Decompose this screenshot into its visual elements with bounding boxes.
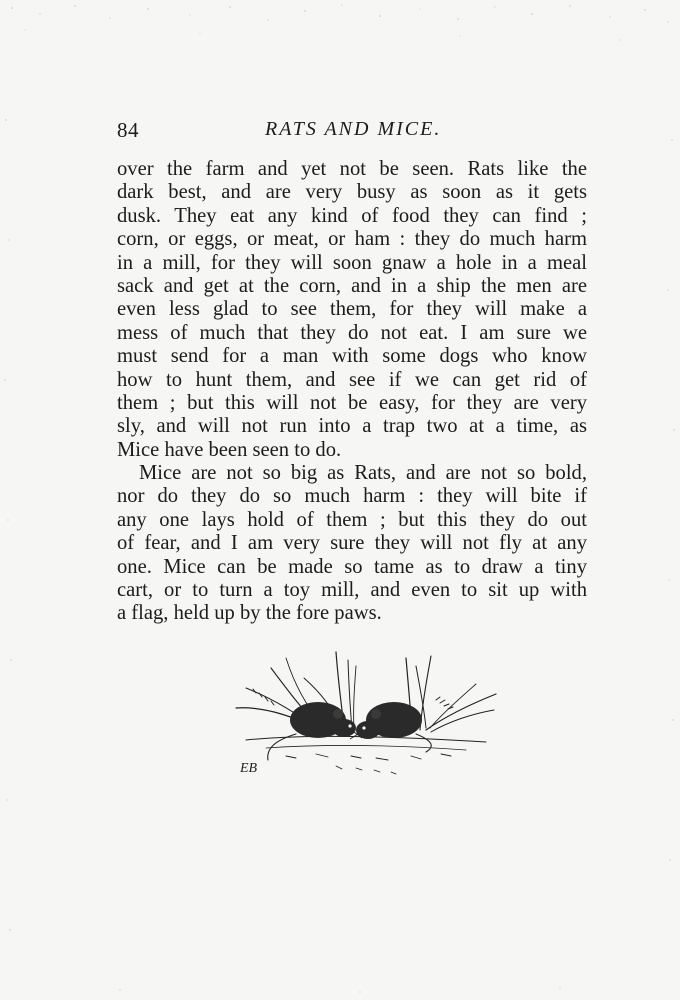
text-line: must send for a man with some dogs who know xyxy=(117,345,587,368)
text-line: any one lays hold of them ; but this they do out xyxy=(117,508,587,531)
text-line: mess of much that they do not eat. I am sure we xyxy=(117,321,587,344)
paragraph-2 xyxy=(117,462,587,626)
text-line: corn, or eggs, or meat, or ham : they do much harm xyxy=(117,228,587,251)
text-line: dusk. They eat any kind of food they can find ; xyxy=(117,204,587,227)
text-line: cart, or to turn a toy mill, and even to sit up with xyxy=(117,579,587,602)
text-line: sly, and will not run into a trap two at a time, as xyxy=(117,415,587,438)
page-number: 84 xyxy=(117,118,139,142)
text-line: in a mill, for they will soon gnaw a hole in a meal xyxy=(117,251,587,274)
body-text xyxy=(117,158,587,626)
text-line: over the farm and yet not be seen. Rats like the xyxy=(117,158,587,180)
text-line: of fear, and I am very sure they will not fly at any xyxy=(117,532,587,555)
text-line: nor do they do so much harm : they will bite if xyxy=(117,485,587,508)
text-line: sack and get at the corn, and in a ship the men are xyxy=(117,274,587,297)
right-mouse xyxy=(350,702,422,739)
text-line: Mice have been seen to do. xyxy=(117,438,342,461)
text-line: dark best, and are very busy as soon as it gets xyxy=(117,181,587,204)
text-line: one. Mice can be made so tame as to draw a tiny xyxy=(117,555,587,578)
text-line: even less glad to see them, for they will make a xyxy=(117,298,587,321)
text-line: a flag, held up by the fore paws. xyxy=(117,602,382,625)
text-line: Mice are not so big as Rats, and are not so bold, xyxy=(139,462,587,485)
artist-monogram: EB xyxy=(240,761,258,776)
page-header xyxy=(117,118,587,148)
text-line: how to hunt them, and see if we can get rid of xyxy=(117,368,587,391)
paragraph-1 xyxy=(117,158,587,462)
running-title: RATS AND MICE. xyxy=(265,118,442,140)
text-line: them ; but this will not be easy, for they are very xyxy=(117,391,587,414)
mice-illustration xyxy=(226,648,506,788)
